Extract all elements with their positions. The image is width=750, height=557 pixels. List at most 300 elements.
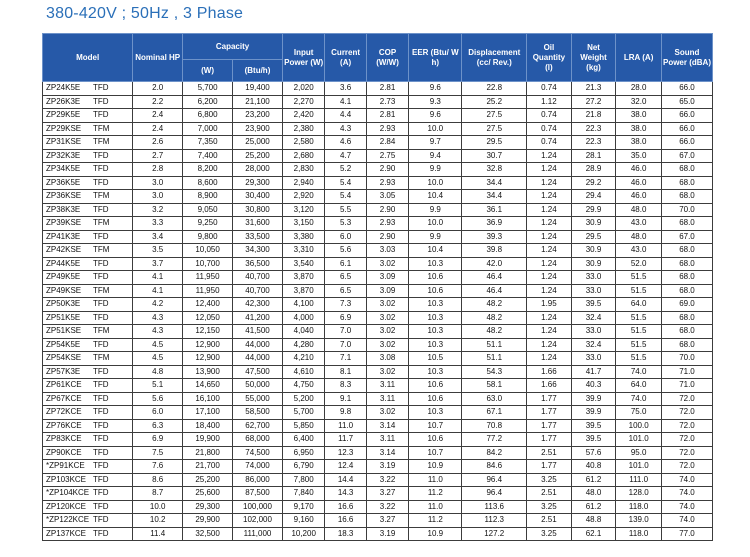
cell-cap-w: 21,800	[183, 446, 233, 460]
table-row	[43, 284, 713, 298]
cell-cap-btu: 33,500	[233, 230, 283, 244]
cell-eer: 10.6	[409, 433, 462, 447]
cell-eer: 10.3	[409, 311, 462, 325]
cell-oil: 1.66	[527, 379, 572, 393]
cell-model	[43, 230, 133, 244]
cell-lra: 128.0	[616, 487, 662, 501]
cell-current: 5.3	[325, 217, 366, 231]
cell-cop: 3.03	[366, 244, 408, 258]
cell-sound: 65.0	[661, 95, 712, 109]
model-code: ZP50K3E	[46, 299, 81, 309]
model-suffix: TFD	[93, 299, 109, 309]
cell-lra: 46.0	[616, 190, 662, 204]
cell-cop: 2.93	[366, 176, 408, 190]
cell-lra: 51.5	[616, 284, 662, 298]
cell-oil: 2.51	[527, 514, 572, 528]
cell-input: 3,380	[282, 230, 324, 244]
model-code: ZP76KCE	[46, 420, 82, 430]
cell-oil: 0.74	[527, 82, 572, 96]
cell-cap-btu: 21,100	[233, 95, 283, 109]
cell-oil: 1.24	[527, 203, 572, 217]
cell-cap-btu: 74,500	[233, 446, 283, 460]
cell-cop: 3.27	[366, 487, 408, 501]
model-suffix: TFD	[93, 366, 109, 376]
cell-input: 3,120	[282, 203, 324, 217]
header-nominal-hp: Nominal HP	[133, 34, 183, 82]
model-code: ZP29K5E	[46, 110, 81, 120]
cell-cap-btu: 41,500	[233, 325, 283, 339]
cell-oil: 0.74	[527, 136, 572, 150]
cell-disp: 34.4	[462, 190, 527, 204]
cell-weight: 29.5	[571, 230, 616, 244]
cell-oil: 1.77	[527, 392, 572, 406]
cell-input: 9,170	[282, 500, 324, 514]
cell-weight: 62.1	[571, 527, 616, 541]
cell-cop: 3.19	[366, 527, 408, 541]
cell-eer: 10.6	[409, 379, 462, 393]
cell-model	[43, 311, 133, 325]
model-suffix: TFD	[93, 177, 109, 187]
model-suffix: TFM	[93, 218, 110, 228]
cell-lra: 43.0	[616, 244, 662, 258]
cell-oil: 1.24	[527, 271, 572, 285]
cell-cop: 3.08	[366, 352, 408, 366]
cell-sound: 77.0	[661, 527, 712, 541]
model-suffix: TFD	[93, 164, 109, 174]
cell-hp: 2.4	[133, 109, 183, 123]
cell-disp: 46.4	[462, 271, 527, 285]
cell-oil: 2.51	[527, 487, 572, 501]
cell-weight: 27.2	[571, 95, 616, 109]
cell-current: 18.3	[325, 527, 366, 541]
cell-oil: 1.24	[527, 338, 572, 352]
table-row	[43, 298, 713, 312]
cell-disp: 46.4	[462, 284, 527, 298]
cell-cop: 3.11	[366, 379, 408, 393]
cell-input: 6,950	[282, 446, 324, 460]
cell-current: 8.3	[325, 379, 366, 393]
cell-weight: 28.1	[571, 149, 616, 163]
cell-weight: 32.4	[571, 311, 616, 325]
cell-hp: 3.5	[133, 244, 183, 258]
cell-input: 4,750	[282, 379, 324, 393]
cell-cap-w: 25,200	[183, 473, 233, 487]
cell-cap-w: 5,700	[183, 82, 233, 96]
cell-cap-btu: 34,300	[233, 244, 283, 258]
cell-cap-w: 29,300	[183, 500, 233, 514]
cell-cap-w: 7,350	[183, 136, 233, 150]
cell-cop: 2.75	[366, 149, 408, 163]
table-row	[43, 379, 713, 393]
cell-cop: 3.02	[366, 311, 408, 325]
cell-disp: 77.2	[462, 433, 527, 447]
model-code: ZP36K5E	[46, 177, 81, 187]
model-code: ZP90KCE	[46, 447, 82, 457]
model-suffix: TFD	[93, 515, 109, 525]
cell-cop: 3.11	[366, 392, 408, 406]
cell-current: 6.1	[325, 257, 366, 271]
cell-cap-btu: 100,000	[233, 500, 283, 514]
cell-hp: 11.4	[133, 527, 183, 541]
cell-oil: 1.24	[527, 284, 572, 298]
cell-current: 5.6	[325, 244, 366, 258]
cell-hp: 3.3	[133, 217, 183, 231]
cell-input: 4,610	[282, 365, 324, 379]
table-row	[43, 365, 713, 379]
cell-weight: 61.2	[571, 473, 616, 487]
cell-sound: 68.0	[661, 176, 712, 190]
cell-disp: 58.1	[462, 379, 527, 393]
table-row	[43, 217, 713, 231]
cell-model	[43, 352, 133, 366]
cell-model	[43, 136, 133, 150]
table-row	[43, 419, 713, 433]
table-row	[43, 352, 713, 366]
cell-model	[43, 203, 133, 217]
cell-sound: 69.0	[661, 298, 712, 312]
cell-input: 2,020	[282, 82, 324, 96]
cell-cap-btu: 50,000	[233, 379, 283, 393]
cell-input: 3,540	[282, 257, 324, 271]
cell-eer: 10.0	[409, 122, 462, 136]
cell-hp: 4.8	[133, 365, 183, 379]
cell-weight: 21.8	[571, 109, 616, 123]
cell-cop: 2.73	[366, 95, 408, 109]
cell-cap-btu: 23,200	[233, 109, 283, 123]
cell-cop: 3.02	[366, 406, 408, 420]
cell-sound: 67.0	[661, 149, 712, 163]
cell-eer: 9.9	[409, 163, 462, 177]
cell-cop: 3.02	[366, 257, 408, 271]
model-code: ZP49KSE	[46, 285, 82, 295]
cell-weight: 40.3	[571, 379, 616, 393]
cell-current: 12.3	[325, 446, 366, 460]
model-suffix: TFM	[93, 285, 110, 295]
cell-lra: 100.0	[616, 419, 662, 433]
cell-current: 12.4	[325, 460, 366, 474]
model-code: ZP61KCE	[46, 380, 82, 390]
cell-current: 4.7	[325, 149, 366, 163]
cell-lra: 139.0	[616, 514, 662, 528]
model-code: ZP103KCE	[46, 474, 87, 484]
cell-hp: 2.0	[133, 82, 183, 96]
cell-cap-w: 13,900	[183, 365, 233, 379]
cell-weight: 21.3	[571, 82, 616, 96]
cell-disp: 25.2	[462, 95, 527, 109]
model-suffix: TFD	[93, 272, 109, 282]
cell-eer: 9.9	[409, 203, 462, 217]
cell-weight: 39.9	[571, 406, 616, 420]
cell-cop: 2.90	[366, 163, 408, 177]
cell-lra: 48.0	[616, 230, 662, 244]
cell-cap-btu: 29,300	[233, 176, 283, 190]
cell-current: 4.6	[325, 136, 366, 150]
cell-cap-w: 14,650	[183, 379, 233, 393]
cell-oil: 1.24	[527, 244, 572, 258]
page-title: 380-420V ; 50Hz , 3 Phase	[46, 5, 244, 22]
cell-cap-w: 12,400	[183, 298, 233, 312]
cell-weight: 30.9	[571, 257, 616, 271]
cell-disp: 39.3	[462, 230, 527, 244]
cell-lra: 46.0	[616, 163, 662, 177]
model-suffix: TFM	[93, 137, 110, 147]
table-row	[43, 487, 713, 501]
cell-lra: 74.0	[616, 392, 662, 406]
cell-input: 6,400	[282, 433, 324, 447]
cell-disp: 36.9	[462, 217, 527, 231]
table-row	[43, 230, 713, 244]
cell-cap-w: 25,600	[183, 487, 233, 501]
header-cop: COP (W/W)	[366, 34, 408, 82]
cell-weight: 33.0	[571, 271, 616, 285]
cell-hp: 3.4	[133, 230, 183, 244]
cell-hp: 5.1	[133, 379, 183, 393]
model-code: ZP26K3E	[46, 96, 81, 106]
model-code: ZP32K3E	[46, 150, 81, 160]
cell-disp: 29.5	[462, 136, 527, 150]
cell-hp: 3.0	[133, 176, 183, 190]
cell-lra: 101.0	[616, 460, 662, 474]
model-code: ZP137KCE	[46, 528, 87, 538]
cell-disp: 54.3	[462, 365, 527, 379]
cell-hp: 4.3	[133, 311, 183, 325]
cell-weight: 48.0	[571, 487, 616, 501]
cell-cap-btu: 28,000	[233, 163, 283, 177]
cell-cap-w: 9,250	[183, 217, 233, 231]
cell-oil: 1.24	[527, 217, 572, 231]
cell-lra: 101.0	[616, 433, 662, 447]
cell-sound: 66.0	[661, 82, 712, 96]
cell-input: 2,830	[282, 163, 324, 177]
cell-input: 5,200	[282, 392, 324, 406]
cell-current: 6.5	[325, 271, 366, 285]
table-row	[43, 109, 713, 123]
cell-sound: 74.0	[661, 500, 712, 514]
model-code: ZP120KCE	[46, 501, 87, 511]
cell-cap-btu: 87,500	[233, 487, 283, 501]
cell-model	[43, 217, 133, 231]
cell-input: 2,580	[282, 136, 324, 150]
cell-model	[43, 379, 133, 393]
cell-sound: 66.0	[661, 109, 712, 123]
cell-input: 9,160	[282, 514, 324, 528]
cell-input: 3,310	[282, 244, 324, 258]
cell-sound: 72.0	[661, 419, 712, 433]
cell-model	[43, 298, 133, 312]
cell-disp: 63.0	[462, 392, 527, 406]
cell-lra: 38.0	[616, 109, 662, 123]
cell-cop: 3.22	[366, 473, 408, 487]
cell-current: 6.0	[325, 230, 366, 244]
model-code: ZP72KCE	[46, 407, 82, 417]
cell-cap-w: 6,800	[183, 109, 233, 123]
cell-weight: 32.4	[571, 338, 616, 352]
table-row	[43, 190, 713, 204]
cell-sound: 71.0	[661, 365, 712, 379]
cell-cap-w: 19,900	[183, 433, 233, 447]
cell-current: 7.0	[325, 338, 366, 352]
model-code: ZP41K3E	[46, 231, 81, 241]
table-row	[43, 257, 713, 271]
model-suffix: TFD	[93, 528, 109, 538]
cell-weight: 33.0	[571, 284, 616, 298]
cell-model	[43, 433, 133, 447]
cell-disp: 48.2	[462, 325, 527, 339]
cell-cop: 2.81	[366, 82, 408, 96]
cell-model	[43, 487, 133, 501]
cell-cop: 3.27	[366, 514, 408, 528]
header-model: Model	[43, 34, 133, 82]
cell-lra: 51.5	[616, 338, 662, 352]
cell-weight: 39.9	[571, 392, 616, 406]
cell-oil: 1.77	[527, 406, 572, 420]
cell-hp: 2.2	[133, 95, 183, 109]
cell-current: 5.4	[325, 190, 366, 204]
cell-weight: 30.9	[571, 217, 616, 231]
cell-sound: 68.0	[661, 284, 712, 298]
cell-hp: 4.1	[133, 284, 183, 298]
cell-input: 10,200	[282, 527, 324, 541]
header-capacity: Capacity	[183, 34, 283, 60]
cell-disp: 51.1	[462, 338, 527, 352]
cell-oil: 3.25	[527, 527, 572, 541]
model-code: ZP31KSE	[46, 137, 82, 147]
cell-oil: 1.24	[527, 257, 572, 271]
model-suffix: TFD	[93, 150, 109, 160]
cell-eer: 10.3	[409, 298, 462, 312]
table-row	[43, 460, 713, 474]
cell-oil: 3.25	[527, 500, 572, 514]
header-capacity-btu: (Btu/h)	[233, 60, 283, 82]
cell-cap-btu: 40,700	[233, 284, 283, 298]
cell-hp: 7.6	[133, 460, 183, 474]
cell-disp: 27.5	[462, 109, 527, 123]
cell-disp: 42.0	[462, 257, 527, 271]
cell-cap-w: 8,200	[183, 163, 233, 177]
cell-disp: 39.8	[462, 244, 527, 258]
cell-model	[43, 109, 133, 123]
cell-cap-w: 16,100	[183, 392, 233, 406]
cell-hp: 2.7	[133, 149, 183, 163]
cell-cap-w: 11,950	[183, 284, 233, 298]
cell-sound: 66.0	[661, 136, 712, 150]
model-code: ZP39KSE	[46, 218, 82, 228]
header-capacity-w: (W)	[183, 60, 233, 82]
cell-oil: 1.12	[527, 95, 572, 109]
cell-lra: 43.0	[616, 217, 662, 231]
cell-oil: 2.51	[527, 446, 572, 460]
cell-input: 7,800	[282, 473, 324, 487]
cell-cop: 3.09	[366, 284, 408, 298]
model-suffix: TFD	[93, 434, 109, 444]
cell-model	[43, 149, 133, 163]
table-row	[43, 203, 713, 217]
cell-cap-w: 8,900	[183, 190, 233, 204]
cell-model	[43, 190, 133, 204]
cell-sound: 72.0	[661, 392, 712, 406]
compressor-spec-table	[42, 33, 713, 541]
cell-weight: 40.8	[571, 460, 616, 474]
cell-lra: 38.0	[616, 122, 662, 136]
cell-model	[43, 527, 133, 541]
cell-hp: 8.6	[133, 473, 183, 487]
cell-input: 4,000	[282, 311, 324, 325]
cell-model	[43, 122, 133, 136]
cell-weight: 57.6	[571, 446, 616, 460]
cell-weight: 33.0	[571, 352, 616, 366]
cell-eer: 10.4	[409, 244, 462, 258]
cell-hp: 10.0	[133, 500, 183, 514]
model-code: *ZP91KCE	[46, 461, 85, 471]
cell-disp: 112.3	[462, 514, 527, 528]
cell-eer: 10.7	[409, 419, 462, 433]
cell-current: 4.1	[325, 95, 366, 109]
cell-cap-btu: 42,300	[233, 298, 283, 312]
cell-oil: 1.24	[527, 325, 572, 339]
cell-cap-btu: 36,500	[233, 257, 283, 271]
cell-hp: 5.6	[133, 392, 183, 406]
cell-current: 3.6	[325, 82, 366, 96]
cell-cop: 3.22	[366, 500, 408, 514]
cell-input: 2,680	[282, 149, 324, 163]
cell-sound: 70.0	[661, 203, 712, 217]
cell-sound: 72.0	[661, 406, 712, 420]
cell-lra: 64.0	[616, 379, 662, 393]
cell-disp: 51.1	[462, 352, 527, 366]
cell-cop: 3.09	[366, 271, 408, 285]
cell-sound: 71.0	[661, 379, 712, 393]
cell-eer: 10.3	[409, 338, 462, 352]
cell-sound: 68.0	[661, 190, 712, 204]
cell-model	[43, 325, 133, 339]
cell-input: 3,870	[282, 284, 324, 298]
cell-eer: 10.6	[409, 392, 462, 406]
cell-sound: 72.0	[661, 446, 712, 460]
cell-sound: 68.0	[661, 338, 712, 352]
cell-model	[43, 176, 133, 190]
cell-cap-btu: 47,500	[233, 365, 283, 379]
cell-disp: 96.4	[462, 473, 527, 487]
cell-eer: 9.9	[409, 230, 462, 244]
cell-cap-btu: 25,200	[233, 149, 283, 163]
model-suffix: TFD	[93, 312, 109, 322]
cell-model	[43, 365, 133, 379]
cell-cop: 2.90	[366, 230, 408, 244]
table-row	[43, 433, 713, 447]
cell-lra: 35.0	[616, 149, 662, 163]
cell-sound: 70.0	[661, 352, 712, 366]
cell-cap-btu: 58,500	[233, 406, 283, 420]
cell-hp: 3.7	[133, 257, 183, 271]
cell-cap-btu: 62,700	[233, 419, 283, 433]
table-row	[43, 122, 713, 136]
table-body	[43, 82, 713, 541]
header-lra: LRA (A)	[616, 34, 662, 82]
cell-input: 5,700	[282, 406, 324, 420]
model-suffix: TFD	[93, 488, 109, 498]
cell-sound: 68.0	[661, 325, 712, 339]
model-code: ZP34K5E	[46, 164, 81, 174]
model-code: *ZP122KCE	[46, 515, 90, 525]
cell-model	[43, 244, 133, 258]
cell-lra: 48.0	[616, 203, 662, 217]
cell-weight: 22.3	[571, 122, 616, 136]
cell-lra: 74.0	[616, 365, 662, 379]
cell-current: 9.8	[325, 406, 366, 420]
cell-current: 16.6	[325, 500, 366, 514]
cell-cop: 3.14	[366, 419, 408, 433]
cell-cap-w: 11,950	[183, 271, 233, 285]
